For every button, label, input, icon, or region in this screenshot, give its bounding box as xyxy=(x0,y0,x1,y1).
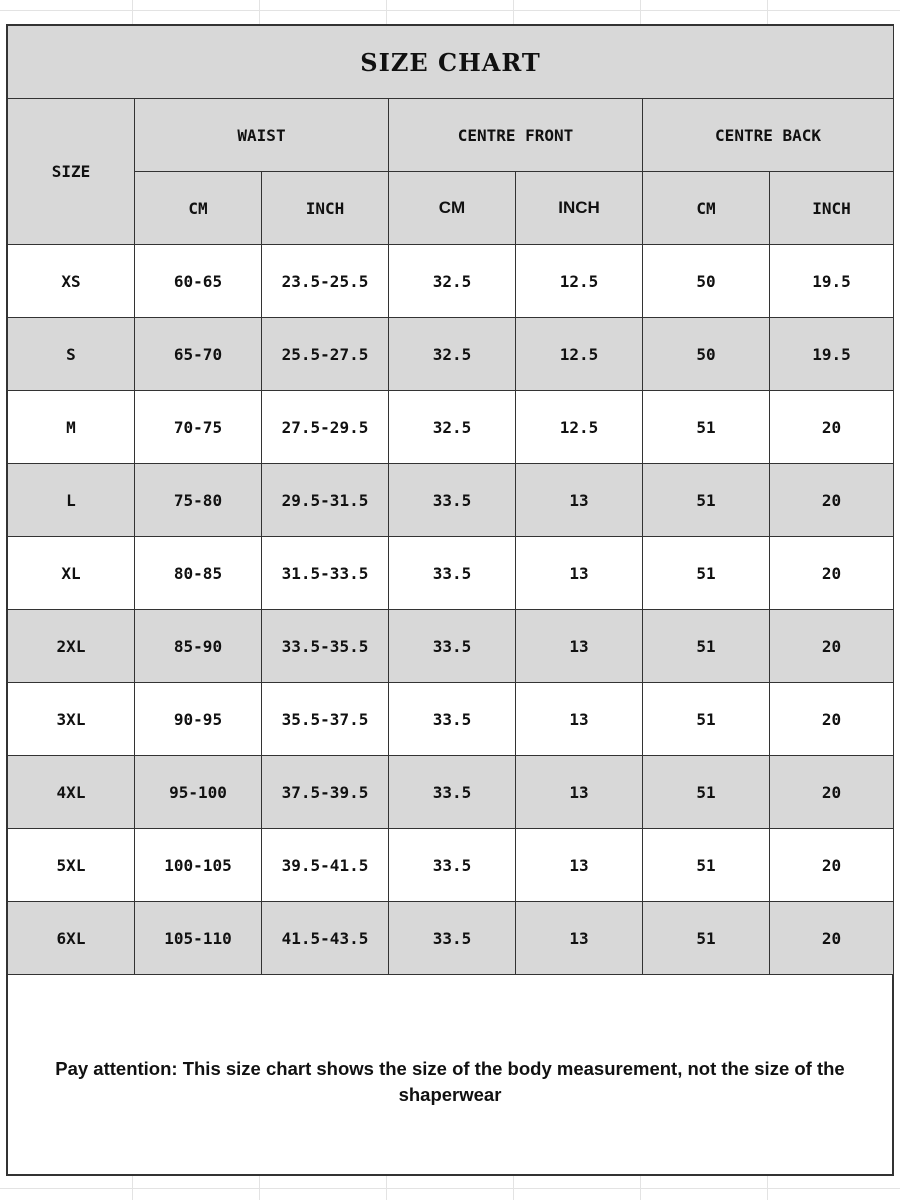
size-cell: 5XL xyxy=(8,829,135,902)
waist-inch-cell: 25.5-27.5 xyxy=(262,318,389,391)
back-inch-cell: 20 xyxy=(770,610,894,683)
front-cm-cell: 33.5 xyxy=(389,537,516,610)
front-inch-cell: 13 xyxy=(516,829,643,902)
back-inch-cell: 20 xyxy=(770,464,894,537)
size-cell: XS xyxy=(8,245,135,318)
unit-header-back-inch: INCH xyxy=(770,172,894,245)
size-cell: 3XL xyxy=(8,683,135,756)
table-row xyxy=(8,318,894,391)
back-cm-cell: 51 xyxy=(643,683,770,756)
back-inch-cell: 19.5 xyxy=(770,245,894,318)
waist-cm-cell: 95-100 xyxy=(135,756,262,829)
unit-header-front-inch: INCH xyxy=(516,172,643,245)
front-cm-cell: 33.5 xyxy=(389,683,516,756)
waist-cm-cell: 65-70 xyxy=(135,318,262,391)
gridline-h xyxy=(0,1188,900,1189)
front-cm-cell: 33.5 xyxy=(389,756,516,829)
size-column-header: SIZE xyxy=(8,99,135,245)
chart-title: SIZE CHART xyxy=(8,26,894,99)
waist-inch-cell: 39.5-41.5 xyxy=(262,829,389,902)
front-inch-cell: 13 xyxy=(516,537,643,610)
front-cm-cell: 33.5 xyxy=(389,902,516,975)
back-inch-cell: 20 xyxy=(770,829,894,902)
table-row xyxy=(8,464,894,537)
group-header-centre-front: CENTRE FRONT xyxy=(389,99,643,172)
size-cell: M xyxy=(8,391,135,464)
table-row xyxy=(8,537,894,610)
table-row xyxy=(8,756,894,829)
front-inch-cell: 12.5 xyxy=(516,318,643,391)
front-cm-cell: 33.5 xyxy=(389,464,516,537)
waist-inch-cell: 41.5-43.5 xyxy=(262,902,389,975)
front-inch-cell: 13 xyxy=(516,683,643,756)
back-inch-cell: 19.5 xyxy=(770,318,894,391)
unit-header-waist-inch: INCH xyxy=(262,172,389,245)
waist-inch-cell: 29.5-31.5 xyxy=(262,464,389,537)
waist-cm-cell: 60-65 xyxy=(135,245,262,318)
waist-cm-cell: 100-105 xyxy=(135,829,262,902)
front-inch-cell: 13 xyxy=(516,756,643,829)
waist-inch-cell: 33.5-35.5 xyxy=(262,610,389,683)
front-cm-cell: 33.5 xyxy=(389,610,516,683)
waist-cm-cell: 90-95 xyxy=(135,683,262,756)
size-cell: 4XL xyxy=(8,756,135,829)
table-row xyxy=(8,391,894,464)
waist-cm-cell: 105-110 xyxy=(135,902,262,975)
back-cm-cell: 50 xyxy=(643,318,770,391)
back-inch-cell: 20 xyxy=(770,391,894,464)
waist-cm-cell: 85-90 xyxy=(135,610,262,683)
unit-header-front-cm: CM xyxy=(389,172,516,245)
waist-cm-cell: 75-80 xyxy=(135,464,262,537)
back-inch-cell: 20 xyxy=(770,756,894,829)
front-cm-cell: 32.5 xyxy=(389,318,516,391)
back-cm-cell: 51 xyxy=(643,829,770,902)
back-cm-cell: 51 xyxy=(643,537,770,610)
back-cm-cell: 51 xyxy=(643,756,770,829)
unit-header-back-cm: CM xyxy=(643,172,770,245)
group-header-waist: WAIST xyxy=(135,99,389,172)
waist-cm-cell: 80-85 xyxy=(135,537,262,610)
size-cell: 6XL xyxy=(8,902,135,975)
table-row xyxy=(8,245,894,318)
back-cm-cell: 51 xyxy=(643,464,770,537)
size-chart-frame xyxy=(6,24,894,1176)
waist-inch-cell: 23.5-25.5 xyxy=(262,245,389,318)
table-row xyxy=(8,902,894,975)
size-cell: 2XL xyxy=(8,610,135,683)
front-inch-cell: 12.5 xyxy=(516,391,643,464)
size-chart-table xyxy=(7,25,894,975)
waist-inch-cell: 35.5-37.5 xyxy=(262,683,389,756)
group-header-centre-back: CENTRE BACK xyxy=(643,99,894,172)
unit-header-waist-cm: CM xyxy=(135,172,262,245)
size-cell: S xyxy=(8,318,135,391)
back-cm-cell: 51 xyxy=(643,391,770,464)
front-inch-cell: 12.5 xyxy=(516,245,643,318)
waist-cm-cell: 70-75 xyxy=(135,391,262,464)
front-cm-cell: 33.5 xyxy=(389,829,516,902)
front-cm-cell: 32.5 xyxy=(389,245,516,318)
table-row xyxy=(8,610,894,683)
front-cm-cell: 32.5 xyxy=(389,391,516,464)
gridline-h xyxy=(0,10,900,11)
waist-inch-cell: 31.5-33.5 xyxy=(262,537,389,610)
size-cell: L xyxy=(8,464,135,537)
note-line-1: Pay attention: This size chart shows the size of the body measurement, not the size of the xyxy=(55,1058,845,1079)
front-inch-cell: 13 xyxy=(516,902,643,975)
front-inch-cell: 13 xyxy=(516,610,643,683)
waist-inch-cell: 37.5-39.5 xyxy=(262,756,389,829)
size-cell: XL xyxy=(8,537,135,610)
back-inch-cell: 20 xyxy=(770,537,894,610)
waist-inch-cell: 27.5-29.5 xyxy=(262,391,389,464)
note-text xyxy=(8,1056,892,1108)
table-row xyxy=(8,829,894,902)
back-inch-cell: 20 xyxy=(770,902,894,975)
back-inch-cell: 20 xyxy=(770,683,894,756)
back-cm-cell: 51 xyxy=(643,610,770,683)
front-inch-cell: 13 xyxy=(516,464,643,537)
table-row xyxy=(8,683,894,756)
back-cm-cell: 51 xyxy=(643,902,770,975)
back-cm-cell: 50 xyxy=(643,245,770,318)
note-line-2: shaperwear xyxy=(398,1084,502,1105)
